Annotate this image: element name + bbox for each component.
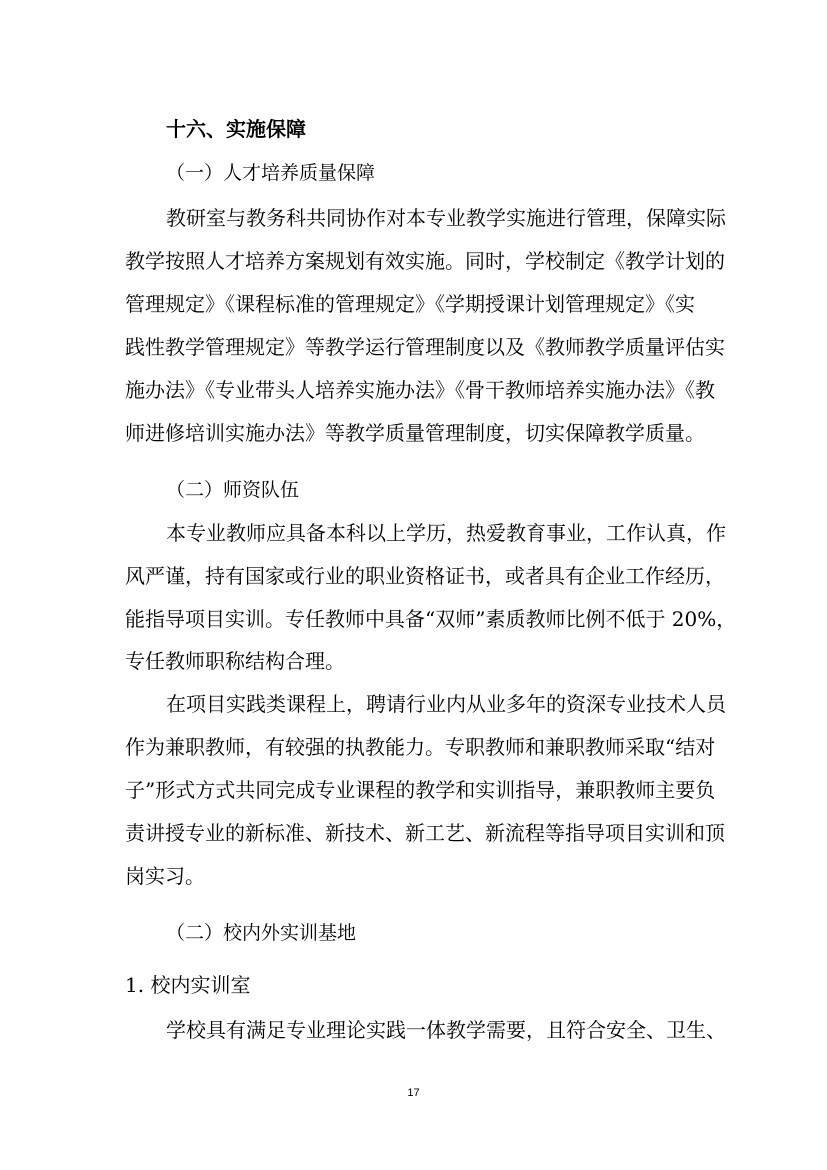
paragraph-line: 子”形式方式共同完成专业课程的教学和实训指导，兼职教师主要负 xyxy=(125,778,716,802)
item-heading-oncampus-lab: 1. 校内实训室 xyxy=(125,973,251,997)
subsection-heading-training-base: （二）校内外实训基地 xyxy=(166,922,357,944)
paragraph-line: 专任教师职称结构合理。 xyxy=(125,649,345,673)
paragraph-line: 能指导项目实训。专任教师中具备“双师”素质教师比例不低于 20%， xyxy=(125,607,737,631)
subsection-heading-talent-quality: （一）人才培养质量保障 xyxy=(166,162,376,184)
paragraph-line: 学校具有满足专业理论实践一体教学需要，且符合安全、卫生、 xyxy=(166,1018,726,1042)
paragraph-line: 践性教学管理规定》等教学运行管理制度以及《教师教学质量评估实 xyxy=(125,335,725,359)
paragraph-line: 管理规定》《课程标准的管理规定》《学期授课计划管理规定》《实 xyxy=(125,292,695,316)
paragraph-line: 在项目实践类课程上，聘请行业内从业多年的资深专业技术人员 xyxy=(166,692,726,716)
paragraph-line: 本专业教师应具备本科以上学历，热爱教育事业，工作认真，作 xyxy=(166,521,726,545)
paragraph-line: 教研室与教务科共同协作对本专业教学实施进行管理，保障实际 xyxy=(166,206,726,230)
paragraph-line: 教学按照人才培养方案规划有效实施。同时，学校制定《教学计划的 xyxy=(125,249,725,273)
paragraph-line: 施办法》《专业带头人培养实施办法》《骨干教师培养实施办法》《教 xyxy=(125,378,715,402)
page-number: 17 xyxy=(407,1087,420,1099)
paragraph-line: 风严谨，持有国家或行业的职业资格证书，或者具有企业工作经历， xyxy=(125,564,725,588)
section-heading: 十六、实施保障 xyxy=(166,117,306,141)
paragraph-line: 师进修培训实施办法》等教学质量管理制度，切实保障教学质量。 xyxy=(125,421,705,445)
paragraph-line: 作为兼职教师，有较强的执教能力。专职教师和兼职教师采取“结对 xyxy=(125,735,716,759)
paragraph-line: 责讲授专业的新标准、新技术、新工艺、新流程等指导项目实训和顶 xyxy=(125,821,725,845)
subsection-heading-faculty: （二）师资队伍 xyxy=(166,479,300,501)
paragraph-line: 岗实习。 xyxy=(125,864,205,888)
